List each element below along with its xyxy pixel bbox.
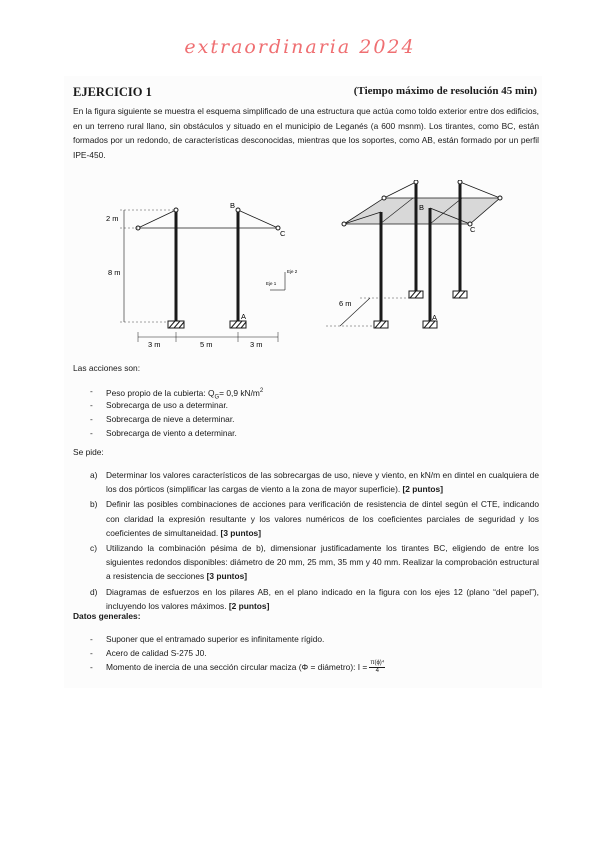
isometric-view <box>326 180 502 328</box>
exercise-time: (Tiempo máximo de resolución 45 min) <box>353 85 537 97</box>
iso-label-a: A <box>432 313 438 322</box>
list-item: - Sobrecarga de viento a determinar. <box>90 426 263 440</box>
list-item: a) Determinar los valores característicos de las sobrecargas de uso, nieve y viento, en kN/m en dintel en cualquiera de los dos pórticos (simplificar las cargas de viento a la zona de mayor superficie). [2 puntos] <box>90 470 539 495</box>
elev-dim-bottom-2: 5 m <box>200 340 213 349</box>
elev-axis-2: Eje 2 <box>287 269 298 274</box>
list-item: - Momento de inercia de una sección circular maciza (Φ = diámetro): I = $\frac{\text{π(ϕ)⁴}}{4}$ <box>90 660 385 674</box>
iso-label-c: C <box>470 225 476 234</box>
iso-label-b: B <box>419 203 425 212</box>
datos-heading: Datos generales: <box>73 611 141 621</box>
header-title: extraordinaria 2024 <box>184 36 416 58</box>
list-item: - Sobrecarga de uso a determinar. <box>90 398 263 412</box>
actions-heading: Las acciones son: <box>73 363 141 373</box>
list-item: d) Diagramas de esfuerzos en los pilares AB, en el plano indicado en la figura con los ejes 12 (plano “del papel”), incluyendo los valores máximos. [2 puntos] <box>90 586 539 611</box>
list-item: b) Definir las posibles combinaciones de acciones para verificación de resistencia de dintel según el CTE, indicando con claridad la expresión resultante y los valores numéricos de los coeficientes parciales de seguridad y los coeficientes de simultaneidad. [3 puntos] <box>90 499 539 538</box>
elevation-view <box>120 208 285 342</box>
list-item: - Peso propio de la cubierta: $Q_G= 0,9$ $kN/m^2$ <box>90 384 263 398</box>
list-item: - Suponer que el entramado superior es infinitamente rígido. <box>90 632 385 646</box>
list-item: c) Utilizando la combinación pésima de b), dimensionar justificadamente los tirantes BC, eligiendo de entre los siguientes redondos disponibles: diámetro de 20 mm, 25 mm, 35 mm y 40 mm. Realizar la comprobación estructural a resistencia de secciones [3 puntos] <box>90 543 539 582</box>
elev-dim-height: 8 m <box>108 268 121 277</box>
elev-label-b: B <box>230 201 236 210</box>
iso-dim-depth: 6 m <box>339 299 352 308</box>
inertia-formula: $\frac{\text{π(ϕ)⁴}}{4}$ <box>370 660 385 675</box>
elev-label-a: A <box>241 312 247 321</box>
elev-axis-1: Eje 1 <box>266 281 277 286</box>
list-item: - Acero de calidad S-275 J0. <box>90 646 385 660</box>
exercise-title-row <box>73 85 537 100</box>
elev-label-c: C <box>280 229 286 238</box>
list-item: - Sobrecarga de nieve a determinar. <box>90 412 263 426</box>
exercise-title: EJERCICIO 1 <box>73 85 152 99</box>
asks-list <box>90 468 539 614</box>
elev-dim-bottom-1: 3 m <box>148 340 161 349</box>
asks-heading: Se pide: <box>73 447 104 457</box>
elev-dim-top: 2 m <box>106 214 119 223</box>
structure-figure <box>100 180 520 352</box>
exercise-intro: En la figura siguiente se muestra el esquema simplificado de una estructura que actúa como toldo exterior entre dos edificios, en un terreno rural llano, sin obstáculos y situado en el municipio de Leganés (a 600 msnm). Los tirantes, como BC, están formados por un redondo, de características desconocidas, mientras que los soportes, como AB, están formado por un perfil IPE-450. <box>73 106 539 160</box>
actions-list <box>90 384 263 440</box>
elev-dim-bottom-3: 3 m <box>250 340 263 349</box>
datos-list <box>90 632 385 674</box>
